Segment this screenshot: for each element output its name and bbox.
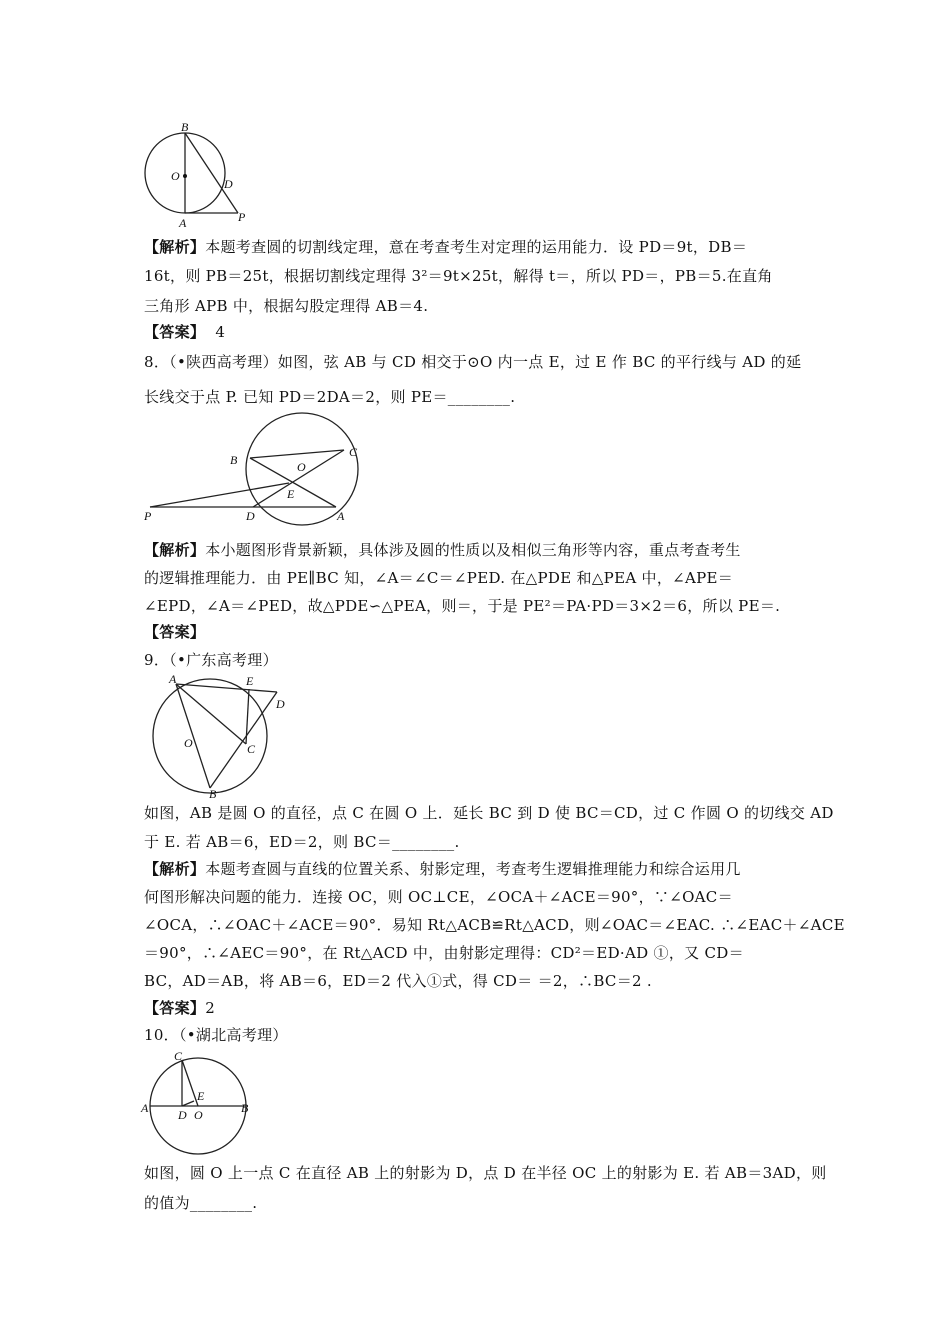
q7-jiexi-line-3: 三角形 APB 中，根据勾股定理得 AB＝4.: [144, 297, 429, 315]
label-p: P: [238, 210, 246, 224]
label-b: B: [209, 787, 217, 801]
line-pe: [150, 483, 289, 507]
q7-answer: 【答案】 4: [144, 323, 226, 341]
q8-stem-line-2: 长线交于点 P. 已知 PD＝2DA＝2，则 PE＝________.: [144, 388, 516, 406]
jiexi-label: 【解析】: [144, 238, 206, 256]
label-o: O: [297, 460, 306, 474]
figure-q9: [138, 672, 298, 800]
label-d: D: [276, 697, 285, 711]
label-o: O: [184, 736, 193, 750]
label-o: O: [171, 169, 180, 183]
label-a: A: [179, 216, 187, 230]
q8-jiexi-line-2: 的逻辑推理能力．由 PE∥BC 知，∠A＝∠C＝∠PED. 在△PDE 和△PEA 中，∠APE＝: [144, 569, 734, 587]
circle-outline: [153, 679, 267, 793]
diameter-ab: [176, 684, 210, 788]
label-b: B: [241, 1101, 249, 1115]
line-ac: [176, 684, 246, 744]
q10-body-line-1: 如图，圆 O 上一点 C 在直径 AB 上的射影为 D，点 D 在半径 OC 上的射影为 E. 若 AB＝3AD，则: [144, 1164, 827, 1182]
line-ad: [176, 684, 277, 692]
q9-body-line-1: 如图，AB 是圆 O 的直径，点 C 在圆 O 上．延长 BC 到 D 使 BC＝CD，过 C 作圆 O 的切线交 AD: [144, 804, 834, 822]
label-c: C: [247, 742, 256, 756]
q8-stem-line-1: 8．（•陕西高考理）如图，弦 AB 与 CD 相交于⊙O 内一点 E，过 E 作 BC 的平行线与 AD 的延: [144, 353, 802, 371]
q9-jiexi-line-5: BC，AD＝AB，将 AB＝6，ED＝2 代入①式，得 CD＝ ＝2，∴BC＝2 .: [144, 972, 652, 990]
label-a: A: [337, 509, 345, 523]
label-e: E: [287, 487, 295, 501]
label-e: E: [246, 674, 254, 688]
q10-stem-line-1: 10．（•湖北高考理）: [144, 1026, 288, 1044]
q9-jiexi-line-3: ∠OCA，∴∠OAC＋∠ACE＝90°．易知 Rt△ACB≌Rt△ACD，则∠OAC＝∠EAC. ∴∠EAC＋∠ACE: [144, 916, 845, 934]
chord-bc: [250, 450, 344, 458]
label-b: B: [230, 453, 238, 467]
q9-stem-line-1: 9．（•广东高考理）: [144, 651, 278, 669]
label-a: A: [141, 1101, 149, 1115]
chord-cd: [253, 450, 344, 507]
q7-jiexi-line-2: 16t，则 PB＝25t，根据切割线定理得 3²＝9t×25t，解得 t＝，所以 PD＝，PB＝5.在直角: [144, 267, 773, 285]
label-b: B: [181, 120, 189, 134]
label-o: O: [194, 1108, 203, 1122]
q7-jiexi-line-1: 【解析】本题考查圆的切割线定理，意在考查考生对定理的运用能力．设 PD＝9t，DB＝: [144, 238, 748, 256]
q9-jiexi-line-4: ＝90°，∴∠AEC＝90°，在 Rt△ACD 中，由射影定理得：CD²＝ED·AD ①，又 CD＝: [144, 944, 744, 962]
q9-jiexi-line-2: 何图形解决问题的能力．连接 OC，则 OC⊥CE，∠OCA＋∠ACE＝90°，∵∠OAC＝: [144, 888, 733, 906]
line-bp: [185, 133, 238, 213]
label-p: P: [144, 509, 152, 523]
radius-oc: [182, 1060, 198, 1106]
q8-jiexi-line-1: 【解析】本小题图形背景新颖，具体涉及圆的性质以及相似三角形等内容，重点考查考生: [144, 541, 741, 559]
label-d: D: [224, 177, 233, 191]
figure-q8: [138, 420, 378, 530]
label-a: A: [169, 672, 177, 686]
q9-jiexi-line-1: 【解析】本题考查圆与直线的位置关系、射影定理，考查考生逻辑推理能力和综合运用几: [144, 860, 741, 878]
q9-answer: 【答案】2: [144, 999, 216, 1017]
label-e: E: [197, 1089, 205, 1103]
q10-body-line-2: 的值为________.: [144, 1194, 258, 1212]
line-de: [182, 1101, 194, 1106]
figure-q7: [138, 120, 258, 232]
label-d: D: [178, 1108, 187, 1122]
label-c: C: [174, 1049, 183, 1063]
q8-answer: 【答案】: [144, 623, 206, 641]
figure-q10: [138, 1048, 268, 1160]
label-c: C: [349, 445, 358, 459]
label-d: D: [246, 509, 255, 523]
q8-jiexi-line-3: ∠EPD，∠A＝∠PED，故△PDE∽△PEA，则＝，于是 PE²＝PA·PD＝3×2＝6，所以 PE＝.: [144, 597, 781, 615]
tangent-ce: [246, 689, 249, 744]
center-dot: [183, 174, 187, 178]
q9-body-line-2: 于 E. 若 AB＝6，ED＝2，则 BC＝________.: [144, 833, 460, 851]
